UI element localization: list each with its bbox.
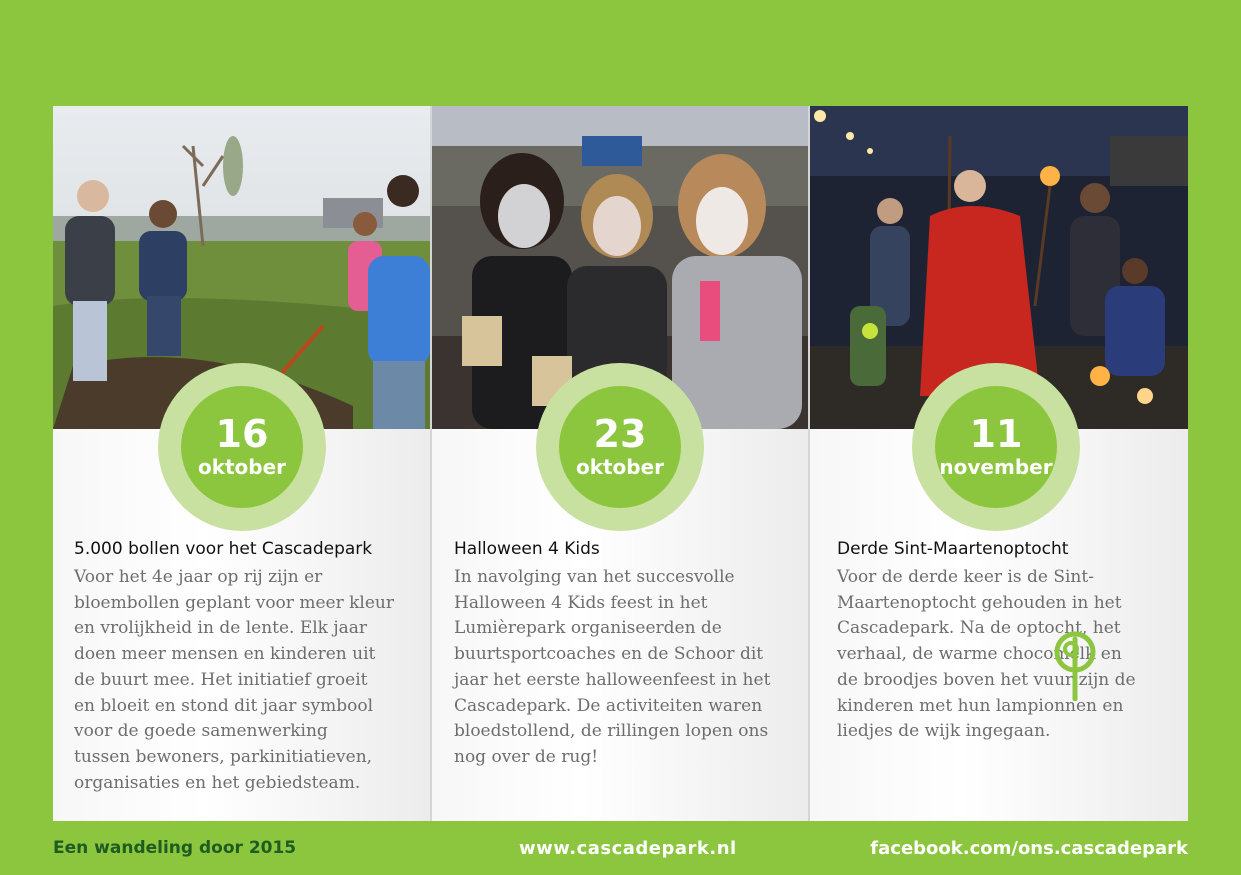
body-line: Lumièrepark organiseerden de <box>454 618 722 639</box>
date-day: 23 <box>593 412 647 456</box>
body-line: Cascadepark. De activiteiten waren <box>454 695 763 716</box>
body-line: nog over de rug! <box>454 746 599 767</box>
date-month: november <box>939 455 1053 479</box>
body-line: Maartenoptocht gehouden in het <box>837 592 1122 613</box>
body-line: Voor de derde keer is de Sint- <box>837 567 1094 587</box>
body-line: In navolging van het succesvolle <box>454 567 735 587</box>
footer-website-link[interactable]: www.cascadepark.nl <box>519 838 737 859</box>
body-line: kinderen met hun lampionnen en <box>837 695 1124 716</box>
date-month: oktober <box>197 455 287 479</box>
body-line: organisaties en het gebiedsteam. <box>74 772 361 793</box>
event-column-1 <box>53 106 430 821</box>
date-badge <box>559 386 681 508</box>
body-line: verhaal, de warme chocomelk en <box>837 644 1122 665</box>
body-line: en bloeit en stond dit jaar symbool <box>74 695 374 716</box>
body-line: tussen bewoners, parkinitiatieven, <box>74 746 373 767</box>
event-title: Halloween 4 Kids <box>454 539 600 559</box>
body-line: doen meer mensen en kinderen uit <box>74 644 376 665</box>
event-column-2 <box>430 106 808 821</box>
body-line: Halloween 4 Kids feest in het <box>454 592 708 613</box>
body-line: Voor het 4e jaar op rij zijn er <box>74 567 323 587</box>
body-line: en vrolijkheid in de lente. Elk jaar <box>74 618 368 639</box>
event-body <box>74 565 394 796</box>
event-column-3 <box>808 106 1188 821</box>
date-badge <box>181 386 303 508</box>
date-day: 16 <box>215 412 269 456</box>
body-line: bloembollen geplant voor meer kleur <box>74 592 394 613</box>
body-line: liedjes de wijk ingegaan. <box>837 721 1051 742</box>
body-line: de buurt mee. Het initiatief groeit <box>74 669 368 690</box>
footer-tagline: Een wandeling door 2015 <box>53 838 297 858</box>
footer-facebook-link[interactable]: facebook.com/ons.cascadepark <box>870 838 1188 859</box>
body-line: de broodjes boven het vuur zijn de <box>837 669 1136 690</box>
body-line: bloedstollend, de rillingen lopen ons <box>454 721 769 742</box>
body-line: jaar het eerste halloweenfeest in het <box>454 669 771 690</box>
body-line: voor de goede samenwerking <box>74 721 328 742</box>
cascadepark-logo-icon <box>1051 629 1101 705</box>
event-title: Derde Sint-Maartenoptocht <box>837 539 1069 559</box>
event-body <box>454 565 770 771</box>
date-badge <box>935 386 1057 508</box>
body-line: Cascadepark. Na de optocht, het <box>837 618 1121 639</box>
date-month: oktober <box>575 455 665 479</box>
date-day: 11 <box>969 412 1023 456</box>
event-title: 5.000 bollen voor het Cascadepark <box>74 539 373 559</box>
body-line: buurtsportcoaches en de Schoor dit <box>454 644 764 665</box>
events-panel <box>53 106 1188 821</box>
